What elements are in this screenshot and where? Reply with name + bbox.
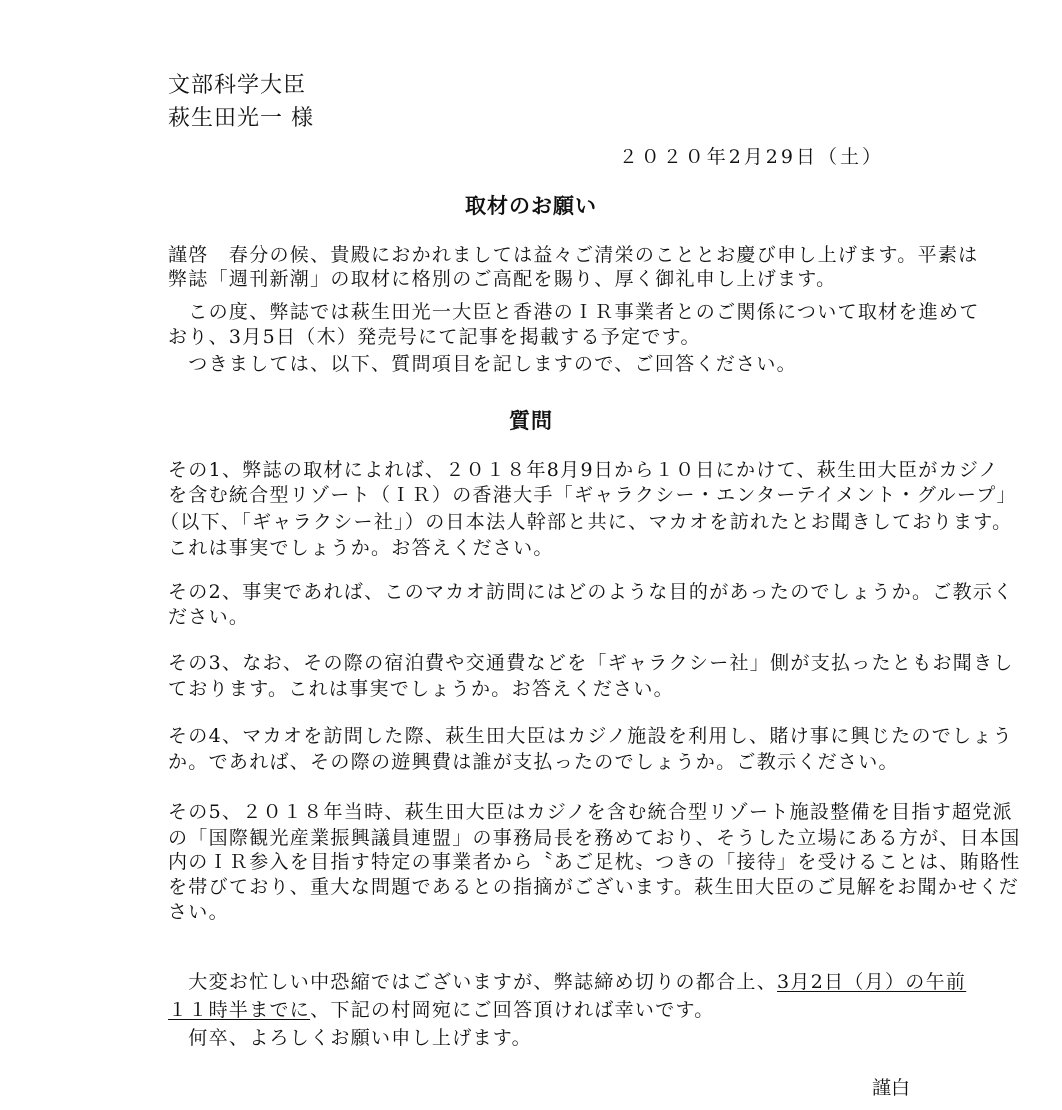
intro-line: この度、弊誌では萩生田光一大臣と香港のＩＲ事業者とのご関係について取材を進めて (168, 301, 980, 323)
question-1-line: これは事実でしょうか。お答えください。 (168, 537, 554, 559)
question-1-line: を含む統合型リゾート（ＩＲ）の香港大手「ギャラクシー・エンターテイメント・グループ」 (168, 484, 1017, 506)
letter-heading: 取材のお願い (465, 193, 597, 218)
question-5-line: の「国際観光産業振興議員連盟」の事務局長を務めており、そうした立場にある方が、日本国 (168, 827, 1021, 849)
question-5-line: さい。 (168, 901, 229, 923)
deadline-date: 3月2日（月）の午前 (777, 971, 967, 993)
question-1-line: その1、弊誌の取材によれば、２０１８年8月9日から１０日にかけて、萩生田大臣がカジノ (168, 459, 999, 481)
questions-heading: 質問 (509, 408, 553, 433)
question-4-line: その4、マカオを訪問した際、萩生田大臣はカジノ施設を利用し、賭け事に興じたのでしょう (168, 725, 1013, 747)
closing-text: 大変お忙しい中恐縮ではございますが、弊誌締め切りの都合上、 (168, 971, 778, 993)
question-2-line: ださい。 (168, 606, 250, 628)
closing-text: 、下記の村岡宛にご回答頂ければ幸いです。 (310, 999, 715, 1021)
intro-line: おり、3月5日（木）発売号にて記事を掲載する予定です。 (168, 326, 701, 348)
question-5-line: その5、２０１８年当時、萩生田大臣はカジノを含む統合型リゾート施設整備を目指す超党派 (168, 801, 1013, 823)
question-2-line: その2、事実であれば、このマカオ訪問にはどのような目的があったのでしょうか。ご教示く (168, 581, 1014, 603)
letter-date: ２０２０年2月29日（土） (618, 146, 884, 168)
question-5-line: を帯びており、重大な問題であるとの指摘がございます。萩生田大臣のご見解をお聞かせくだ (168, 876, 1020, 898)
question-5-line: 内のＩＲ参入を目指す特定の事業者から〝あご足枕〟つきの「接待」を受けることは、賄賂性 (168, 851, 1021, 873)
intro-line: 謹啓 春分の候、貴殿におかれましては益々ご清栄のこととお慶び申し上げます。平素は (168, 244, 979, 266)
recipient-title: 文部科学大臣 (168, 73, 307, 98)
intro-line: 弊誌「週刊新潮」の取材に格別のご高配を賜り、厚く御礼申し上げます。 (168, 268, 837, 290)
closing-line-2 (168, 998, 715, 1022)
question-3-line: その3、なお、その際の宿泊費や交通費などを「ギャラクシー社」側が支払ったともお聞きし (168, 652, 1014, 674)
closing-line-1 (168, 970, 966, 994)
question-1-line: （以下、「ギャラクシー社」）の日本法人幹部と共に、マカオを訪れたとお聞きしております。 (160, 511, 1013, 533)
signoff: 謹白 (872, 1077, 911, 1099)
closing-line-3: 何卒、よろしくお願い申し上げます。 (168, 1027, 532, 1049)
intro-line: つきましては、以下、質問項目を記しますので、ご回答ください。 (168, 353, 797, 375)
question-4-line: か。であれば、その際の遊興費は誰が支払ったのでしょうか。ご教示ください。 (168, 751, 899, 773)
deadline-time: １１時半までに (168, 999, 311, 1021)
recipient-name: 萩生田光一 様 (168, 106, 314, 131)
question-3-line: ております。これは事実でしょうか。お答えください。 (168, 678, 674, 700)
